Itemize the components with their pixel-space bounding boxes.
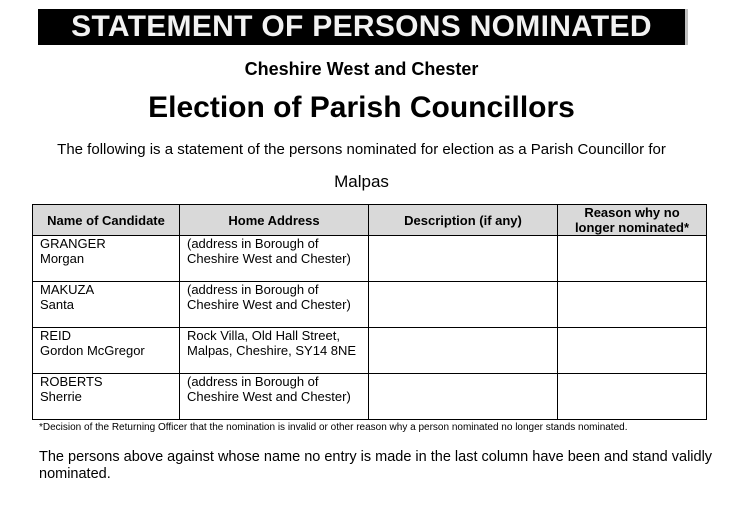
address-line: Cheshire West and Chester) <box>187 389 351 404</box>
reason-cell <box>558 374 707 420</box>
parish-name: Malpas <box>334 172 389 191</box>
home-address-cell <box>180 282 369 328</box>
candidate-name-cell <box>33 328 180 374</box>
table-row <box>33 236 707 282</box>
description-cell <box>369 328 558 374</box>
header-description: Description (if any) <box>369 205 558 236</box>
candidate-name-cell <box>33 282 180 328</box>
candidate-forenames: Santa <box>40 297 74 312</box>
closing-statement: The persons above against whose name no entry is made in the last column have been and stand validly nominated. <box>39 449 713 482</box>
address-line: Cheshire West and Chester) <box>187 251 351 266</box>
address-line: Cheshire West and Chester) <box>187 297 351 312</box>
candidate-forenames: Morgan <box>40 251 85 266</box>
table-row <box>33 374 707 420</box>
address-line: (address in Borough of <box>187 282 319 297</box>
address-line: Malpas, Cheshire, SY14 8NE <box>187 343 357 358</box>
header-reason-no-longer-nominated: Reason why no longer nominated* <box>558 205 707 236</box>
reason-cell <box>558 328 707 374</box>
candidate-forenames: Gordon McGregor <box>40 343 145 358</box>
reason-cell <box>558 282 707 328</box>
candidate-surname: ROBERTS <box>40 374 103 389</box>
candidate-surname: GRANGER <box>40 236 106 251</box>
home-address-cell <box>180 328 369 374</box>
address-line: (address in Borough of <box>187 374 319 389</box>
home-address-cell <box>180 236 369 282</box>
council-name: Cheshire West and Chester <box>244 59 479 79</box>
address-line: Rock Villa, Old Hall Street, <box>187 328 340 343</box>
header-home-address: Home Address <box>180 205 369 236</box>
table-header-row <box>33 205 707 236</box>
header-name-of-candidate: Name of Candidate <box>33 205 180 236</box>
description-cell <box>369 374 558 420</box>
candidate-surname: REID <box>40 328 72 343</box>
nominations-table <box>32 204 707 420</box>
description-cell <box>369 282 558 328</box>
intro-text: The following is a statement of the persons nominated for election as a Parish Councillor for <box>57 141 666 158</box>
election-title: Election of Parish Councillors <box>148 91 575 124</box>
home-address-cell <box>180 374 369 420</box>
reason-cell <box>558 236 707 282</box>
candidate-name-cell <box>33 374 180 420</box>
table-row <box>33 282 707 328</box>
candidate-name-cell <box>33 236 180 282</box>
statement-banner: STATEMENT OF PERSONS NOMINATED <box>38 9 688 45</box>
address-line: (address in Borough of <box>187 236 319 251</box>
candidate-forenames: Sherrie <box>40 389 82 404</box>
table-row <box>33 328 707 374</box>
description-cell <box>369 236 558 282</box>
candidate-surname: MAKUZA <box>40 282 95 297</box>
footnote: *Decision of the Returning Officer that the nomination is invalid or other reason why a person nominated no longer stands nominated. <box>39 422 628 433</box>
